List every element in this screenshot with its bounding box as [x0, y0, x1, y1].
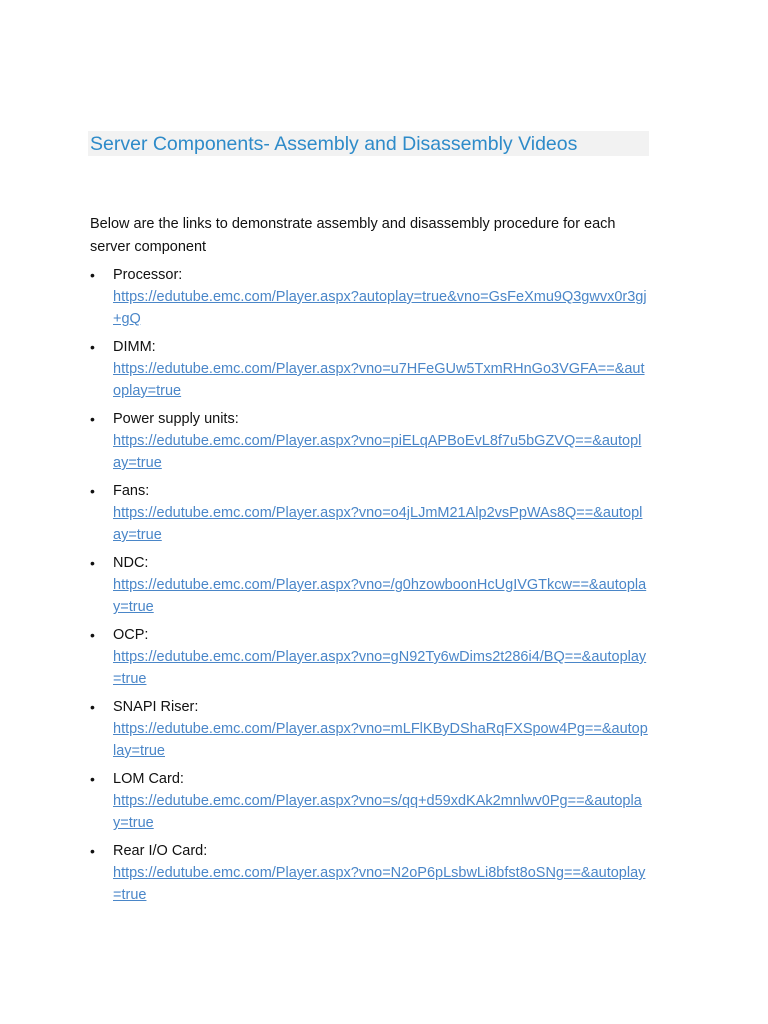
bullet-icon: • — [90, 411, 95, 427]
bullet-icon: • — [90, 555, 95, 571]
list-item-lom-card — [90, 768, 660, 840]
video-link-processor[interactable]: https://edutube.emc.com/Player.aspx?autoplay=true&vno=GsFeXmu9Q3gwvx0r3gj+gQ — [113, 289, 647, 327]
component-list — [90, 264, 660, 912]
list-item-processor — [90, 264, 660, 336]
title-highlight — [88, 131, 649, 156]
list-item-snapi-riser — [90, 696, 660, 768]
video-link-rear-io-card[interactable]: https://edutube.emc.com/Player.aspx?vno=N2oP6pLsbwLi8bfst8oSNg==&autoplay=true — [113, 865, 646, 903]
intro-paragraph: Below are the links to demonstrate assembly and disassembly procedure for each server component — [90, 216, 616, 255]
component-label: DIMM: — [113, 339, 156, 355]
video-link-power-supply-units[interactable]: https://edutube.emc.com/Player.aspx?vno=piELqAPBoEvL8f7u5bGZVQ==&autoplay=true — [113, 433, 642, 471]
list-item-power-supply-units — [90, 408, 660, 480]
list-item-dimm — [90, 336, 660, 408]
list-item-ocp — [90, 624, 660, 696]
bullet-icon: • — [90, 627, 95, 643]
component-label: NDC: — [113, 555, 149, 571]
bullet-icon: • — [90, 699, 95, 715]
list-item-rear-io-card — [90, 840, 660, 912]
component-label: OCP: — [113, 627, 149, 643]
video-link-dimm[interactable]: https://edutube.emc.com/Player.aspx?vno=u7HFeGUw5TxmRHnGo3VGFA==&autoplay=true — [113, 361, 645, 399]
bullet-icon: • — [90, 267, 95, 283]
bullet-icon: • — [90, 483, 95, 499]
component-label: Fans: — [113, 483, 150, 499]
list-item-fans — [90, 480, 660, 552]
video-link-snapi-riser[interactable]: https://edutube.emc.com/Player.aspx?vno=mLFlKByDShaRqFXSpow4Pg==&autoplay=true — [113, 721, 648, 759]
video-link-ndc[interactable]: https://edutube.emc.com/Player.aspx?vno=/g0hzowboonHcUgIVGTkcw==&autoplay=true — [113, 577, 647, 615]
component-label: LOM Card: — [113, 771, 184, 787]
video-link-fans[interactable]: https://edutube.emc.com/Player.aspx?vno=o4jLJmM21Alp2vsPpWAs8Q==&autoplay=true — [113, 505, 643, 543]
bullet-icon: • — [90, 339, 95, 355]
bullet-icon: • — [90, 843, 95, 859]
video-link-ocp[interactable]: https://edutube.emc.com/Player.aspx?vno=gN92Ty6wDims2t286i4/BQ==&autoplay=true — [113, 649, 647, 687]
list-item-ndc — [90, 552, 660, 624]
page-title: Server Components- Assembly and Disassembly Videos — [90, 133, 578, 155]
component-label: Power supply units: — [113, 411, 239, 427]
component-label: Processor: — [113, 267, 183, 283]
video-link-lom-card[interactable]: https://edutube.emc.com/Player.aspx?vno=s/qq+d59xdKAk2mnlwv0Pg==&autoplay=true — [113, 793, 642, 831]
component-label: Rear I/O Card: — [113, 843, 208, 859]
component-label: SNAPI Riser: — [113, 699, 199, 715]
bullet-icon: • — [90, 771, 95, 787]
